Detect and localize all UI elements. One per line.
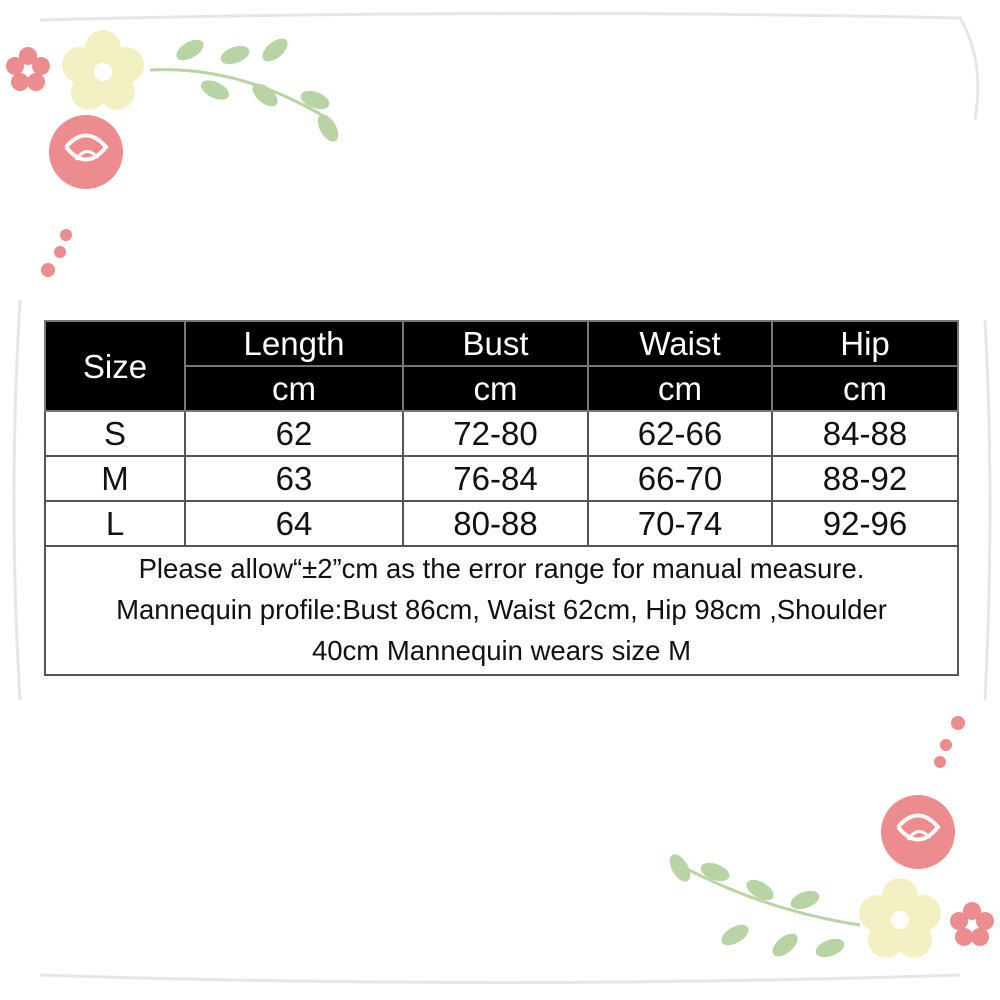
rose-icon — [49, 115, 123, 189]
cell-size: M — [45, 456, 185, 501]
note-line-3: 40cm Mannequin wears size M — [311, 635, 692, 666]
table-row — [45, 501, 958, 546]
leaf-branch-icon — [150, 34, 342, 145]
unit-waist: cm — [588, 366, 772, 411]
blossom-icon — [950, 902, 994, 946]
measurement-note — [45, 546, 958, 675]
leaf-branch-icon — [666, 851, 860, 961]
unit-bust: cm — [403, 366, 588, 411]
unit-length: cm — [185, 366, 403, 411]
size-chart-table — [44, 320, 959, 676]
cell-bust: 80-88 — [403, 501, 588, 546]
cell-length: 62 — [185, 411, 403, 456]
header-row-names — [45, 321, 958, 366]
cell-bust: 76-84 — [403, 456, 588, 501]
table-header — [45, 321, 958, 411]
header-waist: Waist — [588, 321, 772, 366]
cell-size: S — [45, 411, 185, 456]
header-size: Size — [45, 321, 185, 411]
header-length: Length — [185, 321, 403, 366]
cell-size: L — [45, 501, 185, 546]
cell-waist: 70-74 — [588, 501, 772, 546]
yellow-flower-icon — [859, 878, 941, 958]
cell-hip: 92-96 — [772, 501, 958, 546]
bottom-right-flowers — [666, 716, 994, 961]
berry-icon — [41, 229, 72, 277]
header-bust: Bust — [403, 321, 588, 366]
rose-icon — [881, 795, 955, 869]
note-line-1: Please allow“±2”cm as the error range for manual measure. — [138, 553, 865, 584]
berry-icon — [934, 716, 965, 768]
note-line-2: Mannequin profile:Bust 86cm, Waist 62cm, Hip 98cm ,Shoulder — [116, 594, 887, 625]
table-row — [45, 411, 958, 456]
blossom-icon — [6, 47, 50, 91]
header-hip: Hip — [772, 321, 958, 366]
top-left-flowers — [6, 30, 342, 277]
cell-length: 64 — [185, 501, 403, 546]
yellow-flower-icon — [62, 30, 144, 110]
cell-length: 63 — [185, 456, 403, 501]
cell-hip: 84-88 — [772, 411, 958, 456]
cell-hip: 88-92 — [772, 456, 958, 501]
cell-waist: 66-70 — [588, 456, 772, 501]
note-row — [45, 546, 958, 675]
cell-waist: 62-66 — [588, 411, 772, 456]
table-row — [45, 456, 958, 501]
unit-hip: cm — [772, 366, 958, 411]
cell-bust: 72-80 — [403, 411, 588, 456]
